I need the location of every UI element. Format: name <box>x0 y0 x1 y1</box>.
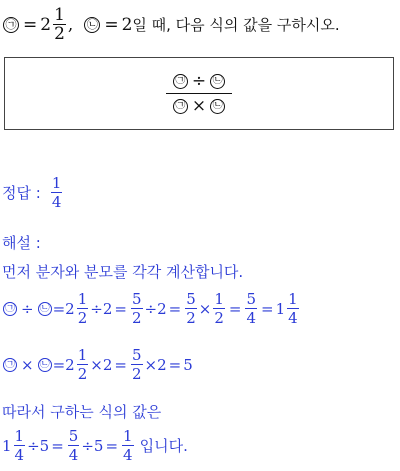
times-sign: × <box>21 355 34 374</box>
equals-sign: = <box>104 14 119 35</box>
denominator: 2 <box>186 309 196 327</box>
times-sign: × <box>198 299 212 318</box>
answer-fraction <box>51 174 63 211</box>
circled-a-symbol: ㉠ <box>5 302 15 314</box>
mixed-whole: 2 <box>40 14 52 35</box>
number: 5 <box>39 436 50 455</box>
problem-statement <box>2 6 340 43</box>
denominator: 4 <box>123 446 133 464</box>
denominator: 4 <box>14 446 25 464</box>
number: 2 <box>102 299 113 318</box>
times-sign: × <box>191 96 207 116</box>
mixed-whole: 1 <box>275 299 286 318</box>
numerator: 5 <box>131 290 142 308</box>
circled-b-symbol: ㉡ <box>39 302 50 314</box>
divide-sign: ÷ <box>27 436 40 455</box>
numerator: 1 <box>77 346 88 364</box>
denominator: 2 <box>214 309 224 327</box>
denominator: 4 <box>51 193 62 211</box>
circled-b-symbol: ㉡ <box>210 99 225 114</box>
numerator: 1 <box>54 5 65 25</box>
equals-sign: = <box>105 436 119 455</box>
equals-sign: = <box>23 14 38 35</box>
circled-a-symbol: ㉠ <box>173 99 188 114</box>
denominator: 2 <box>54 24 65 44</box>
expression-numerator <box>166 71 232 94</box>
equals-sign: = <box>51 436 64 455</box>
denominator: 2 <box>77 365 88 383</box>
denominator: 4 <box>68 446 79 464</box>
numerator: 1 <box>14 427 25 445</box>
fraction <box>77 290 89 327</box>
numerator: 1 <box>214 290 224 308</box>
expression-fraction <box>166 71 232 116</box>
denominator: 4 <box>288 309 298 327</box>
answer-label: 정답 : <box>2 184 41 202</box>
expression-denominator <box>172 94 226 116</box>
divide-sign: ÷ <box>90 299 103 318</box>
fraction <box>68 427 80 464</box>
mixed-whole: 1 <box>2 436 12 455</box>
equals-sign: = <box>261 299 274 318</box>
result: 5 <box>183 355 193 374</box>
fraction <box>245 290 257 327</box>
equals-sign: = <box>52 299 66 318</box>
circled-a-symbol: ㉠ <box>173 74 188 89</box>
number: 2 <box>102 355 113 374</box>
final-suffix: 입니다. <box>139 437 188 455</box>
times-sign: × <box>90 355 103 374</box>
answer-line <box>2 174 64 211</box>
explanation-intro: 먼저 분자와 분모를 각각 계산합니다. <box>2 263 244 281</box>
comma: , <box>67 14 74 35</box>
mixed-whole: 2 <box>65 299 75 318</box>
denominator: 4 <box>246 309 256 327</box>
fraction <box>14 427 26 464</box>
divide-sign: ÷ <box>81 436 94 455</box>
circled-b-symbol: ㉡ <box>84 17 100 33</box>
fraction <box>131 290 143 327</box>
numerator: 1 <box>77 290 88 308</box>
calc-line-denominator <box>2 346 193 383</box>
number: 2 <box>157 299 167 318</box>
fraction <box>185 290 197 327</box>
numerator: 5 <box>68 427 79 445</box>
calc-line-numerator <box>2 290 301 327</box>
circled-b-symbol: ㉡ <box>39 358 50 370</box>
final-calc-line <box>2 427 188 464</box>
numerator: 5 <box>246 290 256 308</box>
denominator: 2 <box>131 365 142 383</box>
number: 2 <box>157 355 167 374</box>
numerator: 1 <box>51 174 62 192</box>
equals-sign: = <box>52 355 66 374</box>
numerator: 5 <box>131 346 142 364</box>
fraction <box>131 346 143 383</box>
equals-sign: = <box>114 355 127 374</box>
circled-b-symbol: ㉡ <box>210 74 225 89</box>
equals-sign: = <box>168 355 182 374</box>
equals-sign: = <box>114 299 127 318</box>
fraction <box>213 290 225 327</box>
divide-sign: ÷ <box>21 299 34 318</box>
divide-sign: ÷ <box>191 71 207 91</box>
expression-box <box>4 57 394 130</box>
circled-a-symbol: ㉠ <box>5 358 15 370</box>
explanation-label: 해설 : <box>2 234 41 252</box>
circled-a-symbol: ㉠ <box>3 17 19 33</box>
denominator: 2 <box>77 309 88 327</box>
divide-sign: ÷ <box>144 299 158 318</box>
numerator: 1 <box>123 427 133 445</box>
times-sign: × <box>144 355 158 374</box>
fraction <box>122 427 134 464</box>
fraction <box>77 346 89 383</box>
numerator: 1 <box>288 290 298 308</box>
numerator: 5 <box>186 290 196 308</box>
equals-sign: = <box>228 299 242 318</box>
denominator: 2 <box>131 309 142 327</box>
fraction <box>53 6 66 43</box>
number: 5 <box>93 436 104 455</box>
mixed-whole: 2 <box>65 355 75 374</box>
b-value: 2 <box>121 14 133 35</box>
conclusion-text: 따라서 구하는 식의 값은 <box>2 403 162 421</box>
equals-sign: = <box>168 299 182 318</box>
fraction <box>287 290 299 327</box>
problem-text: 일 때, 다음 식의 값을 구하시오. <box>132 16 340 34</box>
